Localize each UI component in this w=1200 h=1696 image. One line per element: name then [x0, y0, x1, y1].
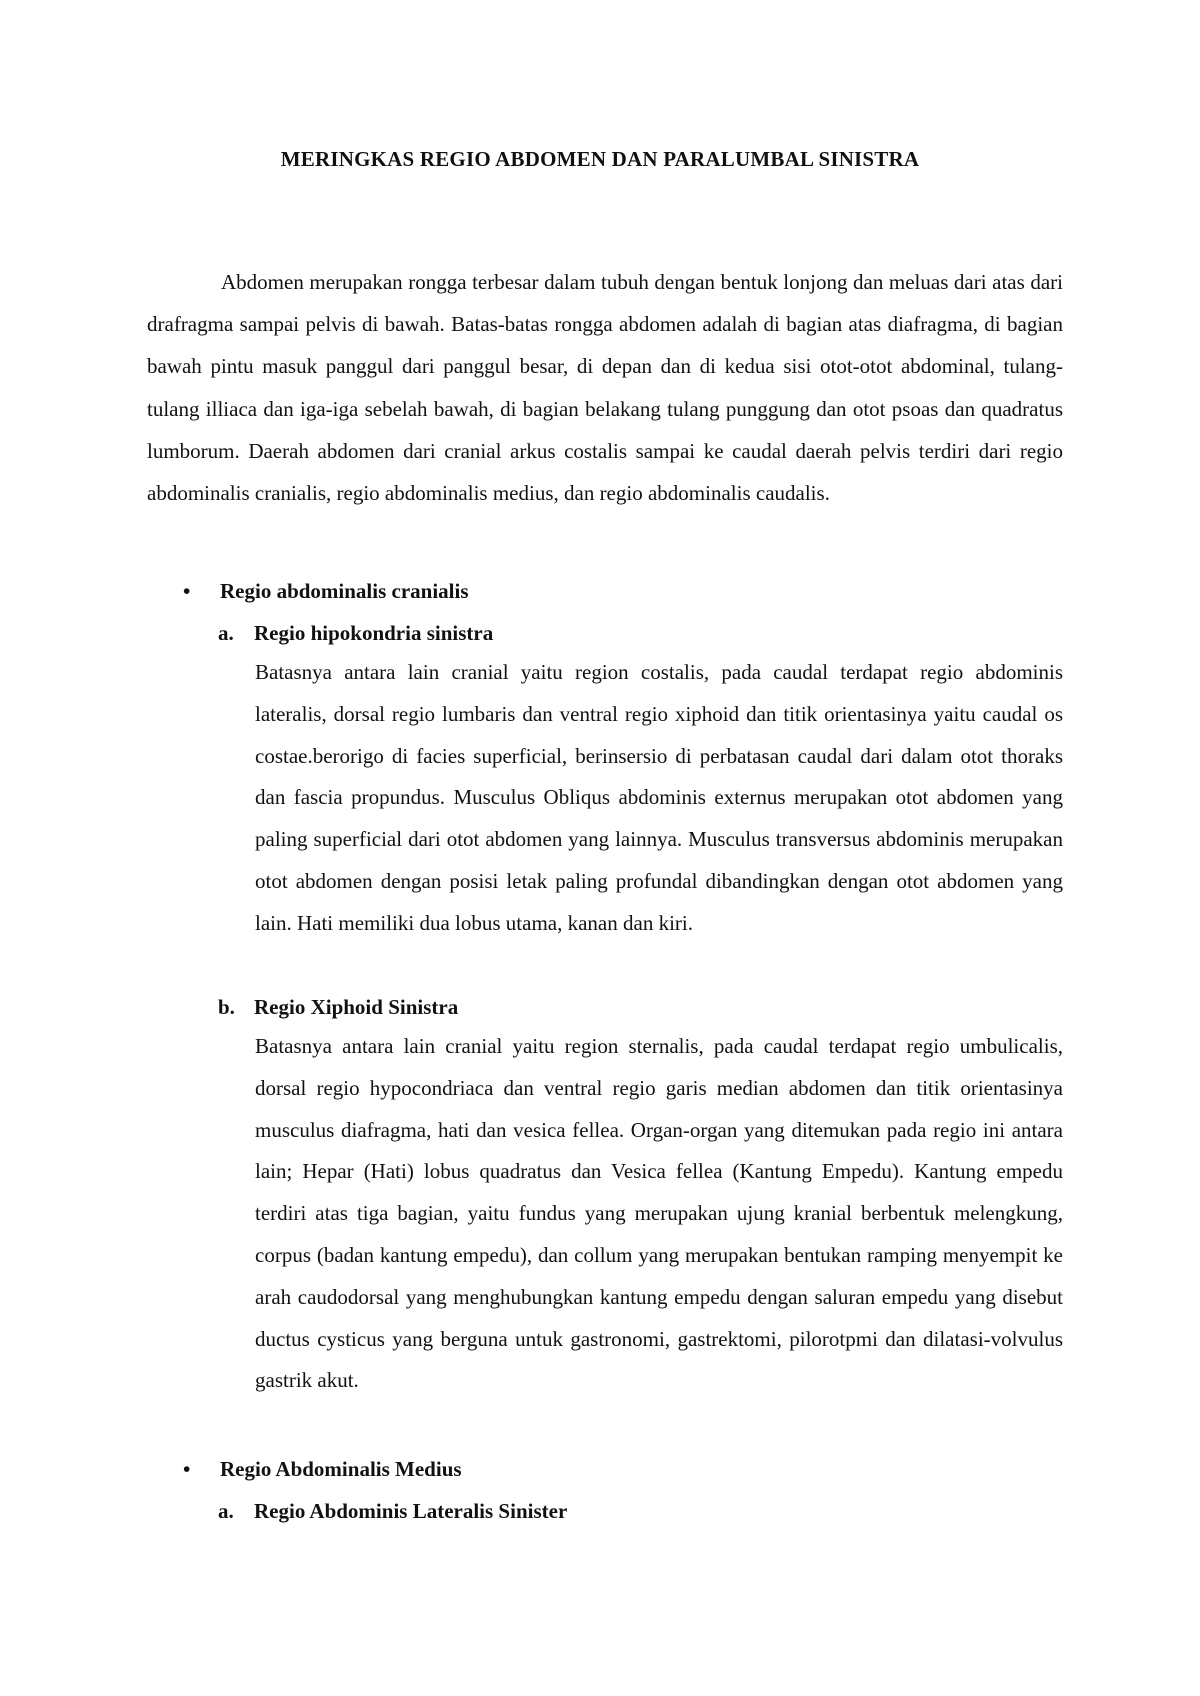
list-letter: a. [218, 621, 234, 645]
section-heading-text: Regio abdominalis cranialis [220, 579, 469, 603]
subsection-heading-xiphoid [218, 994, 458, 1020]
subsection-heading-text: Regio Abdominis Lateralis Sinister [254, 1499, 568, 1523]
subsection-heading-text: Regio hipokondria sinistra [254, 621, 494, 645]
document-title: MERINGKAS REGIO ABDOMEN DAN PARALUMBAL SINISTRA [280, 147, 920, 171]
subsection-body-xiphoid: Batasnya antara lain cranial yaitu region sternalis, pada caudal terdapat regio umbulicalis, dorsal regio hypocondriaca dan ventral regio garis median abdomen dan titik orientasinya musculus diafragma, hati dan vesica fellea. Organ-organ yang ditemukan pada regio ini antara lain; Hepar (Hati) lobus quadratus dan Vesica fellea (Kantung Empedu). Kantung empedu terdiri atas tiga bagian, yaitu fundus yang merupakan ujung kranial berbentuk melengkung, corpus (badan kantung empedu), dan collum yang merupakan bentukan ramping menyempit ke arah caudodorsal yang menghubungkan kantung empedu dengan saluran empedu yang disebut ductus cysticus yang berguna untuk gastronomi, gastrektomi, pilorotpmi dan dilatasi-volvulus gastrik akut. [255, 1034, 1063, 1393]
section-heading-text: Regio Abdominalis Medius [220, 1457, 462, 1481]
intro-paragraph: Abdomen merupakan rongga terbesar dalam tubuh dengan bentuk lonjong dan meluas dari atas dari drafragma sampai pelvis di bawah. Batas-batas rongga abdomen adalah di bagian atas diafragma, di bagian bawah pintu masuk panggul dari panggul besar, di depan dan di kedua sisi otot-otot abdominal, tulang-tulang illiaca dan iga-iga sebelah bawah, di bagian belakang tulang punggung dan otot psoas dan quadratus lumborum. Daerah abdomen dari cranial arkus costalis sampai ke caudal daerah pelvis terdiri dari regio abdominalis cranialis, regio abdominalis medius, dan regio abdominalis caudalis. [147, 270, 1063, 506]
subsection-heading-lateralis [218, 1498, 567, 1524]
subsection-heading-text: Regio Xiphoid Sinistra [254, 995, 459, 1019]
bullet-icon: • [183, 1457, 191, 1481]
list-letter: a. [218, 1499, 234, 1523]
subsection-heading-hipokondria [218, 620, 493, 646]
bullet-icon: • [183, 579, 191, 603]
list-letter: b. [218, 995, 235, 1019]
subsection-body-hipokondria: Batasnya antara lain cranial yaitu region costalis, pada caudal terdapat regio abdominis lateralis, dorsal regio lumbaris dan ventral regio xiphoid dan titik orientasinya yaitu caudal os costae.berorigo di facies superficial, berinsersio di perbatasan caudal dari dalam otot thoraks dan fascia propundus. Musculus Obliqus abdominis externus merupakan otot abdomen yang paling superficial dari otot abdomen yang lainnya. Musculus transversus abdominis merupakan otot abdomen dengan posisi letak paling profundal dibandingkan dengan otot abdomen yang lain. Hati memiliki dua lobus utama, kanan dan kiri. [255, 660, 1063, 935]
